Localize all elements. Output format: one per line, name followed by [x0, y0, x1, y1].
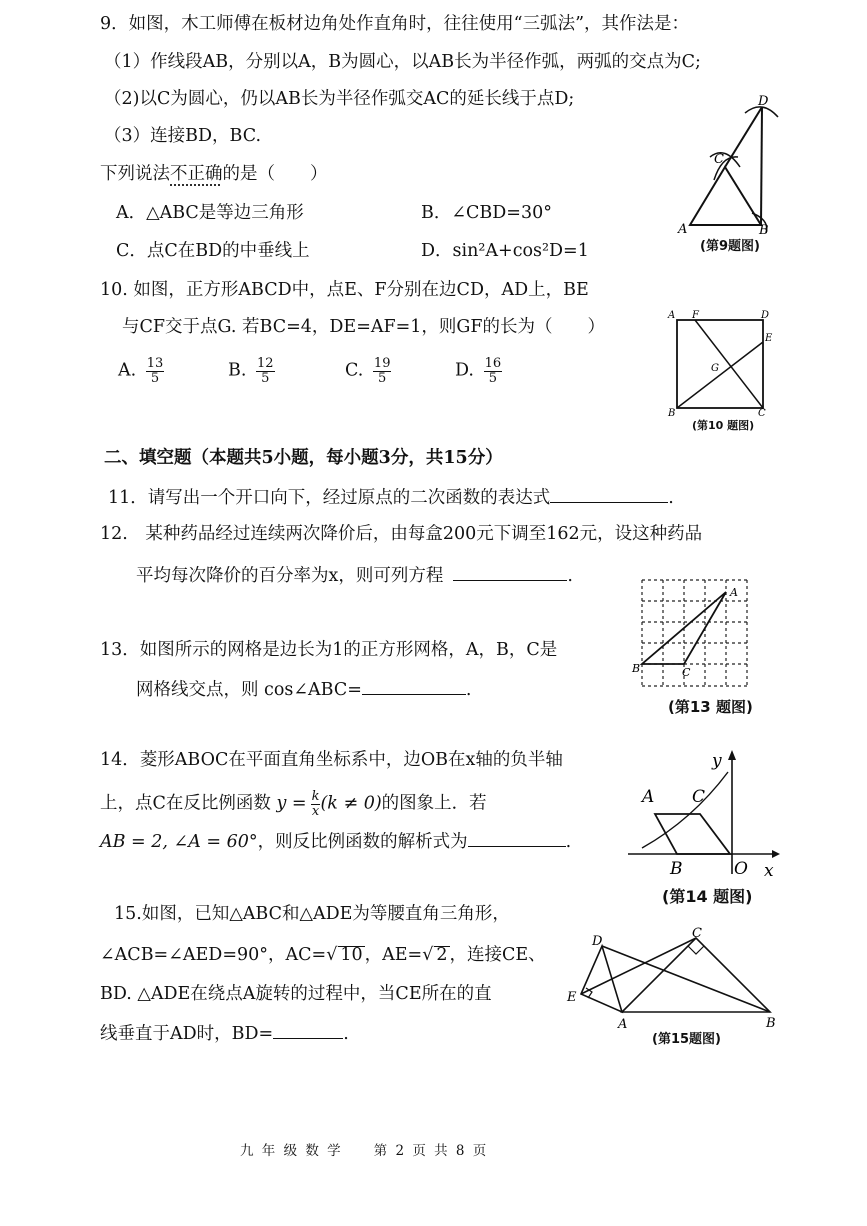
- q11-answer-blank[interactable]: [550, 488, 668, 503]
- q10-point-g: G: [711, 363, 719, 374]
- q15-point-d: D: [592, 934, 603, 949]
- denominator-x: x: [311, 803, 320, 819]
- q10-option-b-fraction: [256, 357, 275, 385]
- q15-radicand-ac: 10: [340, 945, 363, 965]
- q10-option-d: [455, 357, 502, 385]
- q10-point-e: E: [765, 333, 773, 344]
- q9-figure: [670, 95, 790, 240]
- q10-point-c: C: [758, 408, 766, 419]
- q15-line3: BD. △ADE在绕点A旋转的过程中，当CE所在的直: [100, 984, 492, 1004]
- q13-line1: 13．如图所示的网格是边长为1的正方形网格，A，B，C是: [100, 640, 558, 660]
- q9-option-d: D．sin²A+cos²D=1: [421, 241, 589, 261]
- q11-end: .: [668, 488, 674, 508]
- q10-point-b: B: [668, 408, 676, 419]
- q10-option-c-fraction: [373, 357, 392, 385]
- q13-point-c: C: [682, 666, 691, 679]
- q15-line2: ∠ACB=∠AED=90°，AC=√ 10 ，AE=√ 2 ，连接CE、: [100, 945, 546, 965]
- q13-point-b: B: [632, 662, 641, 675]
- q14-point-b: B: [670, 859, 683, 879]
- q14-origin-o: O: [734, 859, 748, 879]
- denominator: 5: [150, 370, 160, 386]
- q9-line2: （1）作线段AB，分别以A，B为圆心，以AB长为半径作弧，两弧的交点为C;: [104, 52, 701, 72]
- q13-figure-caption: (第13 题图): [668, 698, 753, 716]
- q13-point-a: A: [730, 586, 738, 599]
- q12-answer-blank[interactable]: [453, 566, 567, 581]
- q14-axis-y: y: [712, 751, 722, 771]
- q13-figure: [630, 576, 760, 691]
- q10-figure: [665, 308, 780, 418]
- q10-option-d-letter: D.: [455, 360, 474, 381]
- q14-line3: [100, 832, 571, 852]
- numerator: 12: [257, 356, 274, 371]
- q11-line: [108, 488, 674, 508]
- denominator: 5: [488, 370, 497, 386]
- q14-given: AB = 2, ∠A = 60°: [100, 832, 258, 852]
- q10-option-a-fraction: [146, 357, 165, 385]
- q12-line1: 12. 某种药品经过连续两次降价后，由每盒200元下调至162元，设这种药品: [100, 524, 703, 544]
- q15-text-c: ，连接CE、: [449, 945, 546, 965]
- q14-line1: 14．菱形ABOC在平面直角坐标系中，边OB在x轴的负半轴: [100, 750, 563, 770]
- q10-point-a: A: [668, 310, 676, 321]
- q15-text-b: ，AE=: [364, 945, 423, 965]
- q15-point-b: B: [766, 1016, 776, 1031]
- q10-option-d-fraction: [484, 357, 503, 385]
- q10-option-c-letter: C.: [345, 360, 364, 381]
- q9-line3: （2)以C为圆心，仍以AB长为半径作弧交AC的延长线于点D;: [104, 89, 575, 109]
- q14-point-a: A: [642, 787, 655, 807]
- q15-point-a: A: [618, 1017, 628, 1032]
- q10-point-f: F: [692, 310, 699, 321]
- q10-option-b: [228, 357, 275, 385]
- numerator: 19: [373, 356, 391, 371]
- q9-emphasis-not-correct: 不正确: [170, 164, 223, 184]
- q15-text-d: 线垂直于AD时，BD=: [100, 1024, 274, 1044]
- numerator: 13: [146, 356, 164, 371]
- denominator: 5: [261, 370, 270, 386]
- q10-point-d: D: [761, 310, 770, 321]
- q15-answer-blank[interactable]: [273, 1024, 343, 1039]
- numerator: 16: [484, 356, 502, 371]
- q14-point-c: C: [692, 787, 706, 807]
- q9-figure-caption: (第9题图): [700, 239, 760, 254]
- q9-point-a: A: [678, 222, 688, 237]
- q13-answer-blank[interactable]: [362, 680, 466, 695]
- q10-option-c: [345, 357, 391, 385]
- q10-option-a: [118, 357, 164, 385]
- q15-radicand-ae: 2: [436, 945, 448, 965]
- q13-line2: [136, 680, 472, 700]
- q10-line2: 与CF交于点G. 若BC=4，DE=AF=1，则GF的长为（ ）: [122, 317, 606, 337]
- q13-text: 网格线交点，则 cos∠ABC=: [136, 680, 362, 700]
- q10-option-a-letter: A.: [118, 360, 137, 381]
- q15-figure: [562, 928, 782, 1033]
- q15-end: .: [343, 1024, 349, 1044]
- q14-axis-x: x: [764, 861, 774, 881]
- q9-prompt-a: 下列说法: [100, 164, 170, 184]
- q15-line1: 15.如图，已知△ABC和△ADE为等腰直角三角形，: [114, 904, 510, 924]
- q9-point-c: C: [714, 152, 724, 167]
- q14-answer-blank[interactable]: [468, 832, 566, 847]
- q11-text: 11．请写出一个开口向下，经过原点的二次函数的表达式: [108, 488, 551, 508]
- q10-line1: 10. 如图，正方形ABCD中，点E、F分别在边CD，AD上，BE: [100, 280, 589, 300]
- section-fill-in-heading: 二、填空题（本题共5小题，每小题3分，共15分）: [104, 448, 503, 468]
- q14-figure-caption: (第14 题图): [662, 887, 753, 906]
- q14-text-c: ，则反比例函数的解析式为: [257, 832, 468, 852]
- q9-prompt-c: 的是（ ）: [222, 164, 328, 184]
- q13-end: .: [465, 680, 472, 700]
- q14-function-lhs: y =: [276, 793, 307, 814]
- q15-point-e: E: [567, 990, 577, 1005]
- q9-line4: （3）连接BD，BC.: [104, 126, 262, 146]
- q14-end: .: [565, 832, 572, 852]
- q12-line2: [136, 566, 573, 586]
- q12-end: .: [567, 566, 573, 586]
- q9-line1: 9．如图，木工师傅在板材边角处作直角时，往往使用“三弧法”，其作法是：: [100, 14, 690, 34]
- q9-option-b: B．∠CBD=30°: [421, 203, 552, 223]
- q15-figure-caption: (第15题图): [652, 1032, 721, 1047]
- q15-line4: [100, 1024, 349, 1044]
- q14-condition: (k ≠ 0): [320, 793, 382, 814]
- q14-figure: [622, 748, 782, 881]
- q12-text: 平均每次降价的百分率为x，则可列方程: [136, 566, 444, 586]
- denominator: 5: [378, 370, 387, 386]
- q15-text-a: ∠ACB=∠AED=90°，AC=: [100, 945, 327, 965]
- q14-text-b: 的图象上．若: [381, 793, 487, 814]
- q10-option-b-letter: B.: [228, 360, 247, 381]
- q10-figure-caption: (第10 题图): [692, 419, 755, 432]
- q14-function-fraction: [311, 790, 321, 818]
- q9-point-b: B: [759, 223, 769, 238]
- q15-point-c: C: [692, 926, 702, 941]
- numerator-k: k: [311, 789, 320, 804]
- page-footer: 九 年 级 数 学 第 2 页 共 8 页: [240, 1143, 489, 1159]
- q14-line2: [100, 790, 487, 818]
- q9-option-c: C．点C在BD的中垂线上: [116, 241, 310, 261]
- q14-text-a: 上，点C在反比例函数: [100, 793, 271, 814]
- q9-option-a: A．△ABC是等边三角形: [116, 203, 304, 223]
- q9-point-d: D: [758, 94, 769, 109]
- q9-line5: [100, 166, 328, 184]
